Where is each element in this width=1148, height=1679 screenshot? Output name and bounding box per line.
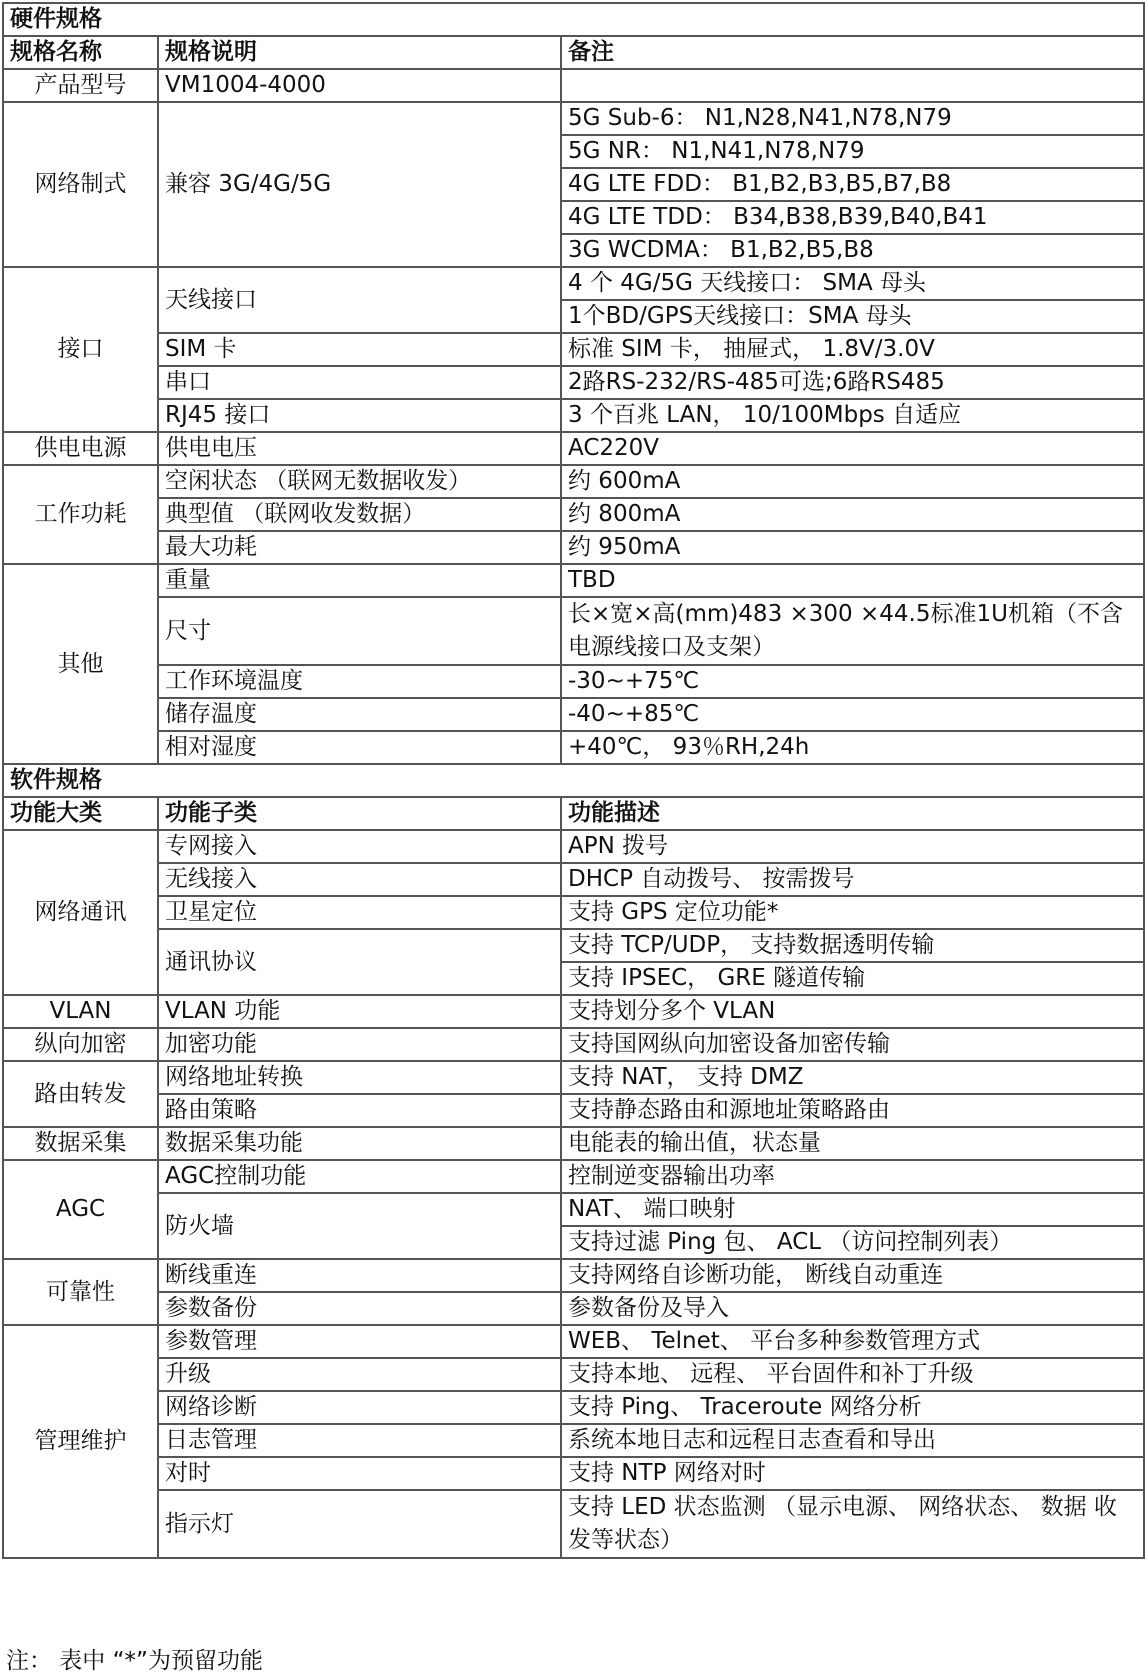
remark-cell bbox=[561, 69, 1144, 102]
remark-cell: 电能表的输出值，状态量 bbox=[561, 1127, 1144, 1160]
subcategory-cell: 供电电压 bbox=[158, 432, 561, 465]
subcategory-cell: 无线接入 bbox=[158, 863, 561, 896]
subcategory-cell: SIM 卡 bbox=[158, 333, 561, 366]
category-cell: VLAN bbox=[3, 995, 158, 1028]
subcategory-cell: 最大功耗 bbox=[158, 531, 561, 564]
footnote: 注： 表中 “*”为预留功能 bbox=[6, 1648, 263, 1674]
remark-cell: 支持 GPS 定位功能* bbox=[561, 896, 1144, 929]
subcategory-cell: VM1004-4000 bbox=[158, 69, 561, 102]
remark-cell: 3 个百兆 LAN， 10/100Mbps 自适应 bbox=[561, 399, 1144, 432]
table-row bbox=[3, 1490, 1144, 1558]
header-function-category: 功能大类 bbox=[3, 797, 158, 830]
remark-cell: 4G LTE TDD： B34,B38,B39,B40,B41 bbox=[561, 201, 1144, 234]
subcategory-cell: 日志管理 bbox=[158, 1424, 561, 1457]
subcategory-cell: 指示灯 bbox=[158, 1490, 561, 1558]
header-function-subcategory: 功能子类 bbox=[158, 797, 561, 830]
table-row bbox=[3, 1094, 1144, 1127]
remark-cell: 约 800mA bbox=[561, 498, 1144, 531]
table-row bbox=[3, 498, 1144, 531]
hardware-header-row bbox=[3, 36, 1144, 69]
remark-cell: 长×宽×高(mm)483 ×300 ×44.5标准1U机箱（不含电源线接口及支架） bbox=[561, 597, 1144, 665]
remark-cell: APN 拨号 bbox=[561, 830, 1144, 863]
category-cell: 工作功耗 bbox=[3, 465, 158, 564]
remark-cell: 参数备份及导入 bbox=[561, 1292, 1144, 1325]
table-row bbox=[3, 102, 1144, 135]
remark-cell: AC220V bbox=[561, 432, 1144, 465]
remark-cell: 支持本地、 远程、 平台固件和补丁升级 bbox=[561, 1358, 1144, 1391]
software-section-title-row bbox=[3, 764, 1144, 797]
header-spec-name: 规格名称 bbox=[3, 36, 158, 69]
table-row bbox=[3, 995, 1144, 1028]
remark-cell: 支持 TCP/UDP， 支持数据透明传输 bbox=[561, 929, 1144, 962]
table-row bbox=[3, 333, 1144, 366]
table-row bbox=[3, 465, 1144, 498]
table-row bbox=[3, 1160, 1144, 1193]
subcategory-cell: 串口 bbox=[158, 366, 561, 399]
subcategory-cell: 参数备份 bbox=[158, 1292, 561, 1325]
remark-cell: 3G WCDMA： B1,B2,B5,B8 bbox=[561, 234, 1144, 267]
category-cell: 管理维护 bbox=[3, 1325, 158, 1558]
remark-cell: +40℃， 93％RH,24h bbox=[561, 731, 1144, 764]
table-row bbox=[3, 1028, 1144, 1061]
remark-cell: 支持 NAT， 支持 DMZ bbox=[561, 1061, 1144, 1094]
software-header-row bbox=[3, 797, 1144, 830]
category-cell: 接口 bbox=[3, 267, 158, 432]
remark-cell: 支持 NTP 网络对时 bbox=[561, 1457, 1144, 1490]
hardware-section-title: 硬件规格 bbox=[3, 3, 1144, 36]
subcategory-cell: 天线接口 bbox=[158, 267, 561, 333]
subcategory-cell: 升级 bbox=[158, 1358, 561, 1391]
subcategory-cell: 空闲状态 （联网无数据收发） bbox=[158, 465, 561, 498]
table-row bbox=[3, 1127, 1144, 1160]
subcategory-cell: 专网接入 bbox=[158, 830, 561, 863]
category-cell: 纵向加密 bbox=[3, 1028, 158, 1061]
remark-cell: 标准 SIM 卡， 抽屉式， 1.8V/3.0V bbox=[561, 333, 1144, 366]
header-remark: 备注 bbox=[561, 36, 1144, 69]
table-row bbox=[3, 830, 1144, 863]
subcategory-cell: 断线重连 bbox=[158, 1259, 561, 1292]
table-row bbox=[3, 1325, 1144, 1358]
table-row bbox=[3, 896, 1144, 929]
subcategory-cell: 防火墙 bbox=[158, 1193, 561, 1259]
table-row bbox=[3, 399, 1144, 432]
subcategory-cell: 加密功能 bbox=[158, 1028, 561, 1061]
remark-cell: 4G LTE FDD： B1,B2,B3,B5,B7,B8 bbox=[561, 168, 1144, 201]
subcategory-cell: 网络地址转换 bbox=[158, 1061, 561, 1094]
subcategory-cell: 网络诊断 bbox=[158, 1391, 561, 1424]
remark-cell: 支持划分多个 VLAN bbox=[561, 995, 1144, 1028]
remark-cell: 支持 IPSEC， GRE 隧道传输 bbox=[561, 962, 1144, 995]
table-row bbox=[3, 1457, 1144, 1490]
category-cell: 供电电源 bbox=[3, 432, 158, 465]
subcategory-cell: 兼容 3G/4G/5G bbox=[158, 102, 561, 267]
table-row bbox=[3, 1061, 1144, 1094]
table-row bbox=[3, 432, 1144, 465]
remark-cell: 约 950mA bbox=[561, 531, 1144, 564]
table-row bbox=[3, 665, 1144, 698]
category-cell: 数据采集 bbox=[3, 1127, 158, 1160]
subcategory-cell: 相对湿度 bbox=[158, 731, 561, 764]
table-row bbox=[3, 267, 1144, 300]
subcategory-cell: 通讯协议 bbox=[158, 929, 561, 995]
subcategory-cell: 储存温度 bbox=[158, 698, 561, 731]
subcategory-cell: 重量 bbox=[158, 564, 561, 597]
category-cell: AGC bbox=[3, 1160, 158, 1259]
table-row bbox=[3, 1259, 1144, 1292]
subcategory-cell: 路由策略 bbox=[158, 1094, 561, 1127]
remark-cell: WEB、 Telnet、 平台多种参数管理方式 bbox=[561, 1325, 1144, 1358]
subcategory-cell: 尺寸 bbox=[158, 597, 561, 665]
table-row bbox=[3, 1424, 1144, 1457]
category-cell: 其他 bbox=[3, 564, 158, 764]
remark-cell: DHCP 自动拨号、 按需拨号 bbox=[561, 863, 1144, 896]
category-cell: 网络通讯 bbox=[3, 830, 158, 995]
remark-cell: 约 600mA bbox=[561, 465, 1144, 498]
subcategory-cell: 工作环境温度 bbox=[158, 665, 561, 698]
table-row bbox=[3, 1391, 1144, 1424]
table-row bbox=[3, 929, 1144, 962]
remark-cell: 1个BD/GPS天线接口：SMA 母头 bbox=[561, 300, 1144, 333]
table-row bbox=[3, 531, 1144, 564]
remark-cell: 支持网络自诊断功能， 断线自动重连 bbox=[561, 1259, 1144, 1292]
table-row bbox=[3, 1193, 1144, 1226]
software-section-title: 软件规格 bbox=[3, 764, 1144, 797]
table-row bbox=[3, 564, 1144, 597]
category-cell: 网络制式 bbox=[3, 102, 158, 267]
subcategory-cell: AGC控制功能 bbox=[158, 1160, 561, 1193]
subcategory-cell: 参数管理 bbox=[158, 1325, 561, 1358]
remark-cell: 支持 Ping、 Traceroute 网络分析 bbox=[561, 1391, 1144, 1424]
subcategory-cell: 数据采集功能 bbox=[158, 1127, 561, 1160]
remark-cell: 支持国网纵向加密设备加密传输 bbox=[561, 1028, 1144, 1061]
table-row bbox=[3, 597, 1144, 665]
category-cell: 路由转发 bbox=[3, 1061, 158, 1127]
subcategory-cell: 对时 bbox=[158, 1457, 561, 1490]
subcategory-cell: VLAN 功能 bbox=[158, 995, 561, 1028]
category-cell: 产品型号 bbox=[3, 69, 158, 102]
remark-cell: 系统本地日志和远程日志查看和导出 bbox=[561, 1424, 1144, 1457]
remark-cell: 支持过滤 Ping 包、 ACL （访问控制列表） bbox=[561, 1226, 1144, 1259]
table-row bbox=[3, 366, 1144, 399]
hardware-section-title-row bbox=[3, 3, 1144, 36]
remark-cell: 支持 LED 状态监测 （显示电源、 网络状态、 数据 收发等状态） bbox=[561, 1490, 1144, 1558]
remark-cell: 支持静态路由和源地址策略路由 bbox=[561, 1094, 1144, 1127]
table-row bbox=[3, 863, 1144, 896]
remark-cell: 5G Sub-6： N1,N28,N41,N78,N79 bbox=[561, 102, 1144, 135]
category-cell: 可靠性 bbox=[3, 1259, 158, 1325]
remark-cell: NAT、 端口映射 bbox=[561, 1193, 1144, 1226]
header-spec-desc: 规格说明 bbox=[158, 36, 561, 69]
spec-table bbox=[2, 2, 1145, 1559]
remark-cell: 5G NR： N1,N41,N78,N79 bbox=[561, 135, 1144, 168]
remark-cell: 控制逆变器输出功率 bbox=[561, 1160, 1144, 1193]
remark-cell: 2路RS-232/RS-485可选;6路RS485 bbox=[561, 366, 1144, 399]
remark-cell: TBD bbox=[561, 564, 1144, 597]
remark-cell: 4 个 4G/5G 天线接口： SMA 母头 bbox=[561, 267, 1144, 300]
table-row bbox=[3, 69, 1144, 102]
subcategory-cell: RJ45 接口 bbox=[158, 399, 561, 432]
table-row bbox=[3, 1292, 1144, 1325]
header-function-desc: 功能描述 bbox=[561, 797, 1144, 830]
table-row bbox=[3, 698, 1144, 731]
table-row bbox=[3, 731, 1144, 764]
subcategory-cell: 卫星定位 bbox=[158, 896, 561, 929]
subcategory-cell: 典型值 （联网收发数据） bbox=[158, 498, 561, 531]
table-row bbox=[3, 1358, 1144, 1391]
remark-cell: -40~+85℃ bbox=[561, 698, 1144, 731]
remark-cell: -30~+75℃ bbox=[561, 665, 1144, 698]
